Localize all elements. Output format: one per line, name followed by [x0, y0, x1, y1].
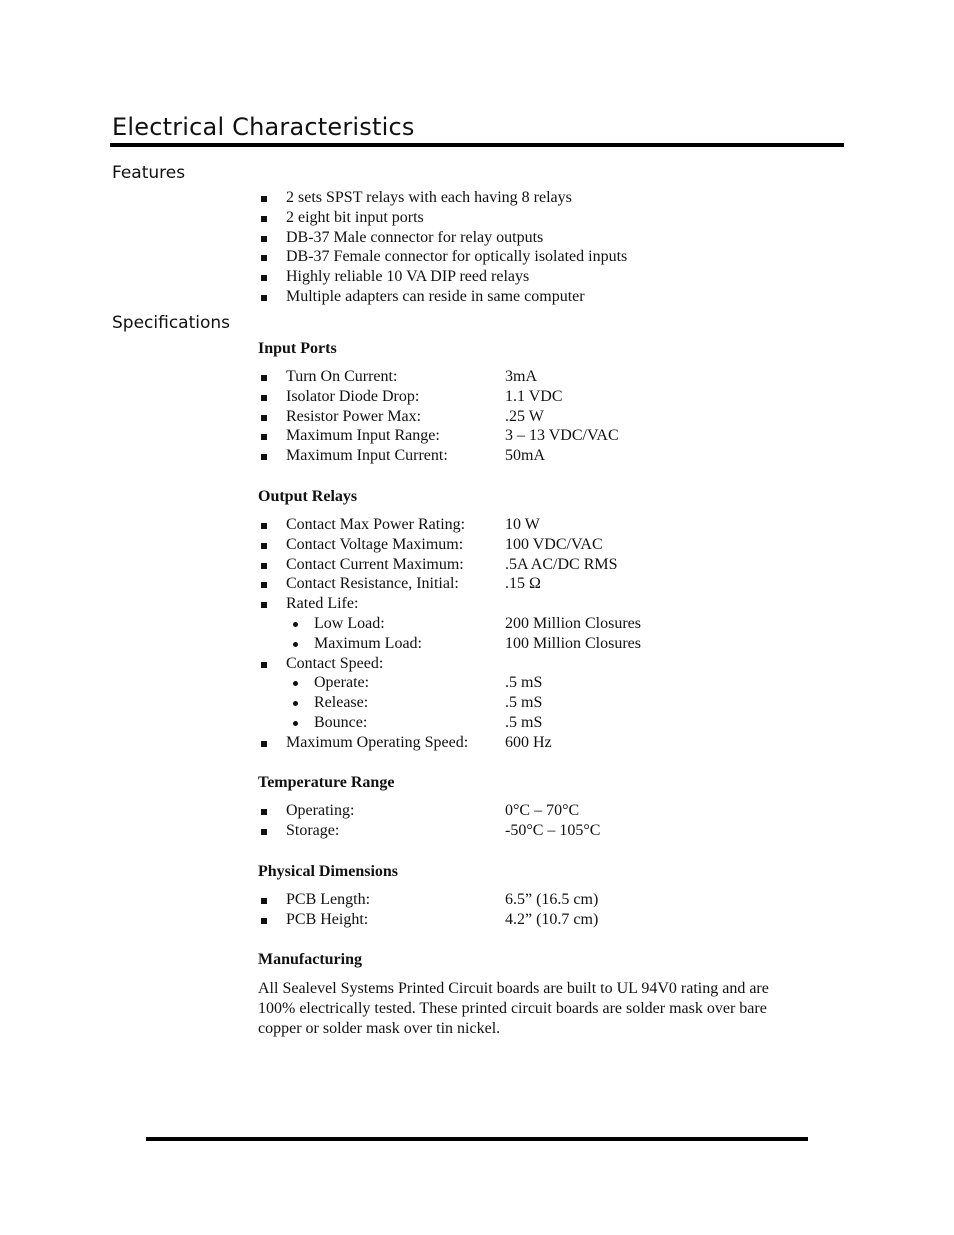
spec-row: [258, 654, 818, 674]
spec-row: [258, 555, 818, 575]
spec-row: [258, 801, 818, 821]
spec-label: Contact Current Maximum:: [286, 555, 464, 573]
list-item: DB-37 Female connector for optically isolated inputs: [258, 247, 818, 267]
spec-subrow: [258, 713, 818, 733]
spec-row: [258, 515, 818, 535]
spec-subrow: [258, 693, 818, 713]
spec-value: 0°C – 70°C: [505, 802, 580, 819]
input-ports-specs: [258, 367, 818, 466]
specifications-heading: Specifications: [112, 313, 231, 333]
spec-label: Operate:: [314, 674, 370, 692]
spec-label: Contact Max Power Rating:: [286, 516, 466, 533]
spec-row: [258, 594, 818, 614]
spec-label: PCB Height:: [286, 910, 369, 928]
spec-label: Operating:: [286, 802, 355, 819]
spec-label: PCB Length:: [286, 891, 371, 908]
spec-row: [258, 407, 818, 427]
temperature-range-specs: [258, 801, 818, 841]
features-list: [258, 188, 818, 307]
spec-value: -50°C – 105°C: [505, 821, 601, 839]
list-item: 2 sets SPST relays with each having 8 relays: [258, 188, 818, 208]
spec-row: [258, 574, 818, 594]
spec-label: Maximum Input Current:: [286, 447, 448, 465]
spec-label: Bounce:: [314, 713, 368, 731]
spec-value: .5 mS: [505, 694, 543, 712]
spec-value: 100 VDC/VAC: [505, 535, 603, 553]
spec-row: [258, 367, 818, 387]
spec-value: 100 Million Closures: [505, 634, 642, 652]
physical-dimensions-specs: [258, 890, 818, 930]
spec-subrow: [258, 634, 818, 654]
spec-label: Contact Resistance, Initial:: [286, 575, 459, 593]
spec-value: 3mA: [505, 368, 537, 385]
spec-value: .15 Ω: [505, 575, 541, 593]
spec-label: Contact Voltage Maximum:: [286, 535, 464, 553]
output-relays-heading: Output Relays: [258, 488, 358, 505]
physical-dimensions-section: [258, 862, 818, 882]
spec-label: Turn On Current:: [286, 368, 398, 385]
spec-value: 200 Million Closures: [505, 614, 642, 632]
spec-value: 4.2” (10.7 cm): [505, 910, 599, 928]
manufacturing-heading: Manufacturing: [258, 951, 362, 968]
paragraph-line: copper or solder mask over tin nickel.: [258, 1019, 501, 1037]
spec-label: Storage:: [286, 821, 340, 839]
spec-value: 3 – 13 VDC/VAC: [505, 427, 619, 445]
spec-row: [258, 387, 818, 407]
list-item: Highly reliable 10 VA DIP reed relays: [258, 267, 818, 287]
temperature-range-heading: Temperature Range: [258, 774, 395, 791]
spec-label: Isolator Diode Drop:: [286, 387, 420, 405]
spec-label: Contact Speed:: [286, 654, 384, 672]
manufacturing-section: [258, 950, 818, 970]
spec-label: Resistor Power Max:: [286, 407, 422, 425]
output-relays-specs: [258, 515, 818, 753]
paragraph-line: 100% electrically tested. These printed circuit boards are solder mask over bare: [258, 999, 767, 1017]
input-ports-section: [258, 339, 818, 359]
spec-subrow: [258, 673, 818, 693]
spec-row: [258, 426, 818, 446]
page-title: Electrical Characteristics: [112, 113, 415, 141]
spec-subrow: [258, 614, 818, 634]
input-ports-heading: Input Ports: [258, 340, 337, 357]
spec-value: 6.5” (16.5 cm): [505, 891, 599, 908]
features-heading: Features: [112, 163, 186, 183]
list-item: DB-37 Male connector for relay outputs: [258, 228, 818, 248]
spec-label: Maximum Operating Speed:: [286, 733, 469, 751]
features-section: [258, 188, 818, 307]
spec-value: 600 Hz: [505, 733, 552, 751]
list-item: Multiple adapters can reside in same computer: [258, 287, 818, 307]
spec-label: Rated Life:: [286, 595, 359, 613]
output-relays-section: [258, 487, 818, 507]
paragraph-line: All Sealevel Systems Printed Circuit boards are built to UL 94V0 rating and are: [258, 980, 769, 997]
manufacturing-text: [258, 979, 818, 1038]
spec-value: .25 W: [505, 407, 544, 425]
spec-label: Release:: [314, 694, 369, 712]
spec-row: [258, 821, 818, 841]
footer-rule: [146, 1137, 808, 1141]
spec-value: .5 mS: [505, 713, 543, 731]
list-item: 2 eight bit input ports: [258, 208, 818, 228]
spec-label: Low Load:: [314, 614, 385, 632]
spec-row: [258, 535, 818, 555]
spec-value: .5A AC/DC RMS: [505, 555, 618, 573]
physical-dimensions-heading: Physical Dimensions: [258, 863, 399, 880]
spec-value: 1.1 VDC: [505, 387, 563, 405]
spec-value: 10 W: [505, 516, 540, 533]
title-rule: [110, 143, 844, 147]
spec-row: [258, 733, 818, 753]
spec-label: Maximum Input Range:: [286, 427, 440, 445]
spec-label: Maximum Load:: [314, 634, 422, 652]
spec-row: [258, 910, 818, 930]
spec-value: 50mA: [505, 447, 545, 465]
temperature-range-section: [258, 773, 818, 793]
spec-value: .5 mS: [505, 674, 543, 692]
spec-row: [258, 446, 818, 466]
spec-row: [258, 890, 818, 910]
